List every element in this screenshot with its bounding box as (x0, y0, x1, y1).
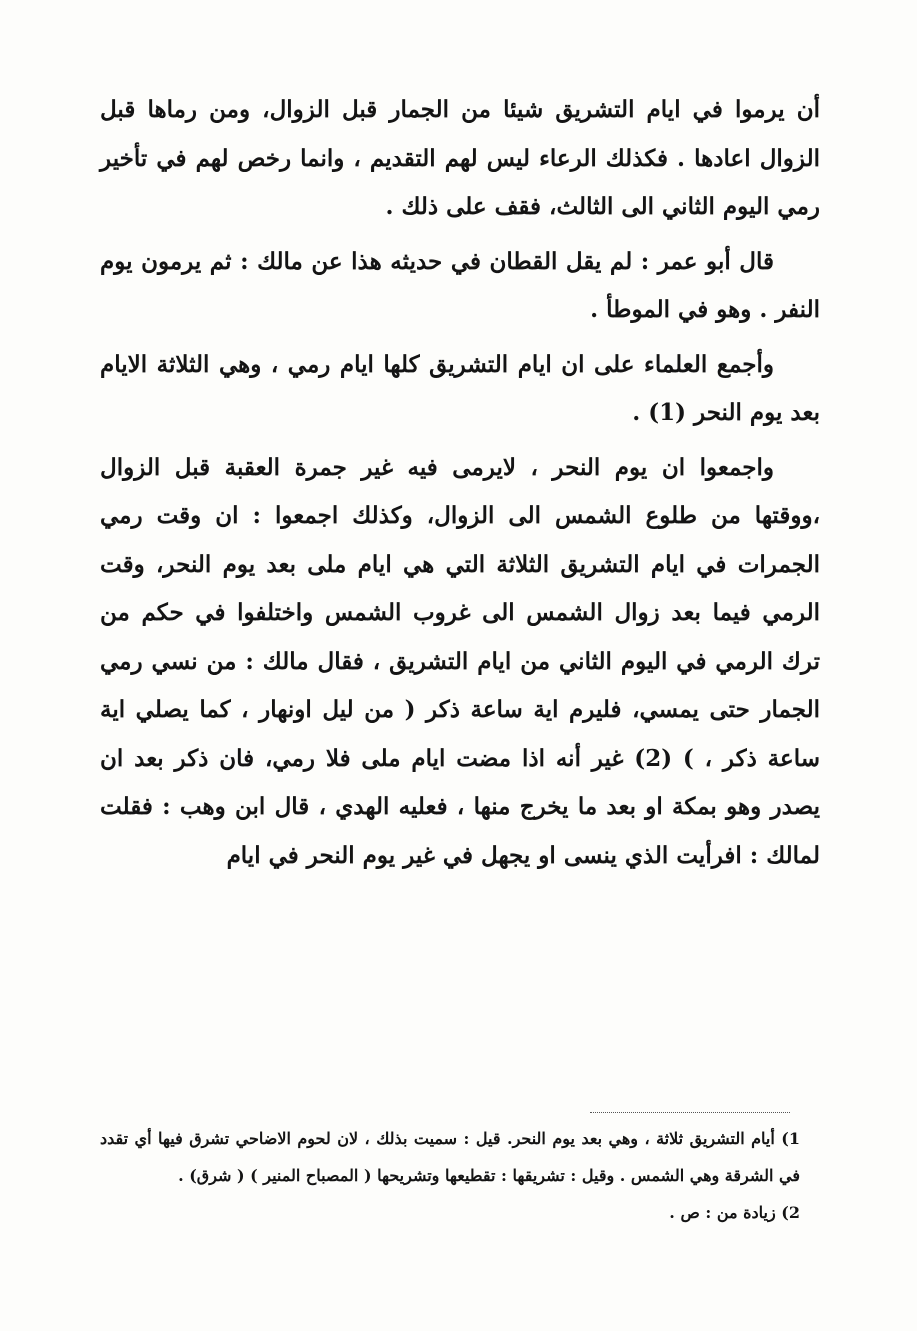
paragraph-2: قال أبو عمر : لم يقل القطان في حديثه هذا عن مالك : ثم يرمون يوم النفر . وهو في الموطأ . (100, 247, 820, 323)
paragraph-3: وأجمع العلماء على ان ايام التشريق كلها ايام رمي ، وهي الثلاثة الايام بعد يوم النحر (1) . (100, 350, 820, 426)
footnote-separator (590, 1112, 790, 1113)
paragraph-1: أن يرموا في ايام التشريق شيئا من الجمار قبل الزوال، ومن رماها قبل الزوال اعادها . فكذلك الرعاء ليس لهم التقديم ، وانما رخص لهم في تأخير رمي اليوم الثاني الى الثالث، فقف على ذلك . (100, 96, 820, 220)
footnotes (100, 1120, 800, 1231)
footnote-1: 1) أيام التشريق ثلاثة ، وهي بعد يوم النحر. قيل : سميت بذلك ، لان لحوم الاضاحي تشرق فيها أي تقدد في الشرقة وهي الشمس . وقيل : تشريقها : تقطيعها وتشريحها ( المصباح المنير ) ( شرق) . (100, 1129, 801, 1185)
footnote-2: 2) زيادة من : ص . (669, 1203, 800, 1222)
paragraph-4: واجمعوا ان يوم النحر ، لايرمى فيه غير جمرة العقبة قبل الزوال ،ووقتها من طلوع الشمس الى الزوال، وكذلك اجمعوا : ان وقت رمي الجمرات في ايام التشريق الثلاثة التي هي ايام ملى بعد يوم النحر، وقت الرمي فيما بعد زوال الشمس الى غروب الشمس واختلفوا في حكم من ترك الرمي في اليوم الثاني من ايام التشريق ، فقال مالك : من نسي رمي الجمار حتى يمسي، فليرم اية ساعة ذكر ( من ليل اونهار ، كما يصلي اية ساعة ذكر ، ) (2) غير أنه اذا مضت ايام ملى فلا رمي، فان ذكر بعد ان يصدر وهو بمكة او بعد ما يخرج منها ، فعليه الهدي ، قال ابن وهب : فقلت لمالك : افرأيت الذي ينسى او يجهل في غير يوم النحر في ايام (100, 453, 820, 869)
main-text (100, 86, 820, 880)
